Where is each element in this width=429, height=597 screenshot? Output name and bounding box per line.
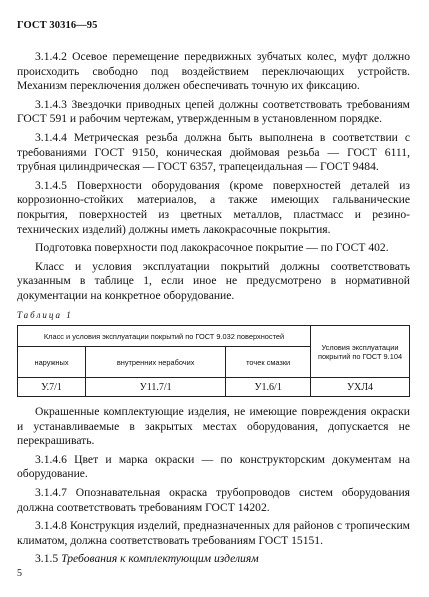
table-header-outer: наружных — [18, 347, 86, 378]
table-header-gost-9104: Условия эксплуатации покрытий по ГОСТ 9.104 — [311, 326, 410, 378]
paragraph-3-1-4-4: 3.1.4.4 Метрическая резьба должна быть выполнена в соответствии с требованиями ГОСТ 9150, коническая дюймовая резьба — ГОСТ 6111, трубная цилиндрическая — ГОСТ 6357, трапецеидальная — ГОСТ 9484. — [17, 130, 410, 174]
paragraph-3-1-4-5: 3.1.4.5 Поверхности оборудования (кроме поверхностей деталей из коррозионно-стойких материалов, а также имеющих гальванические покрытия, поверхностей из цветных металлов, пластмасс и резино-технических изделий) должны иметь лакокрасочные покрытия. — [17, 178, 410, 236]
paragraph-3-1-4-6: 3.1.4.6 Цвет и марка окраски — по конструкторским документам на оборудование. — [17, 452, 410, 481]
document-body — [17, 50, 410, 571]
section-heading — [17, 552, 410, 567]
table-header-lube: точек смазки — [226, 347, 311, 378]
paragraph-3-1-4-2: 3.1.4.2 Осевое перемещение передвижных зубчатых колес, муфт должно происходить свободно под воздействием переключающих устройств. Механизм переключения должен обеспечивать точную их фиксацию. — [17, 50, 410, 93]
paragraph-painted-components: Окрашенные комплектующие изделия, не имеющие повреждения окраски и устанавливаемые в закрытых местах оборудования, допускается не перекрашивать. — [17, 405, 410, 448]
table-cell: У11.7/1 — [86, 378, 226, 397]
section-title: Требования к комплектующим изделиям — [61, 552, 259, 566]
table-row — [18, 378, 410, 397]
table-header-row — [18, 326, 410, 347]
paragraph-coating-class: Класс и условия эксплуатации покрытий должны соответствовать указанным в таблице 1, если иное не предусмотрено в нормативной документации на конкретное оборудование. — [17, 259, 410, 302]
paragraph-3-1-4-7: 3.1.4.7 Опознавательная окраска трубопроводов систем оборудования должна соответствовать требованиям ГОСТ 14202. — [17, 486, 410, 514]
paragraph-3-1-4-8: 3.1.4.8 Конструкция изделий, предназначенных для районов с тропическим климатом, должна соответствовать требованиям ГОСТ 15151. — [17, 519, 410, 547]
section-number: 3.1.5 — [35, 552, 59, 566]
table-cell: У.7/1 — [18, 378, 86, 397]
document-header: ГОСТ 30316—95 — [17, 20, 98, 31]
table-header-inner: внутренних нерабочих — [86, 347, 226, 378]
table-cell: У1.6/1 — [226, 378, 311, 397]
paragraph-surface-preparation: Подготовка поверхности под лакокрасочное покрытие — по ГОСТ 402. — [35, 241, 389, 255]
table-cell: УХЛ4 — [311, 378, 410, 397]
page-number: 5 — [17, 568, 22, 579]
table-group-header: Класс и условия эксплуатации покрытий по ГОСТ 9.032 поверхностей — [18, 326, 311, 347]
coating-table — [17, 325, 410, 397]
table-caption: Таблица 1 — [17, 309, 73, 320]
paragraph-3-1-4-3: 3.1.4.3 Звездочки приводных цепей должны соответствовать требованиям ГОСТ 591 и рабочим чертежам, утвержденным в установленном порядке. — [17, 97, 410, 126]
